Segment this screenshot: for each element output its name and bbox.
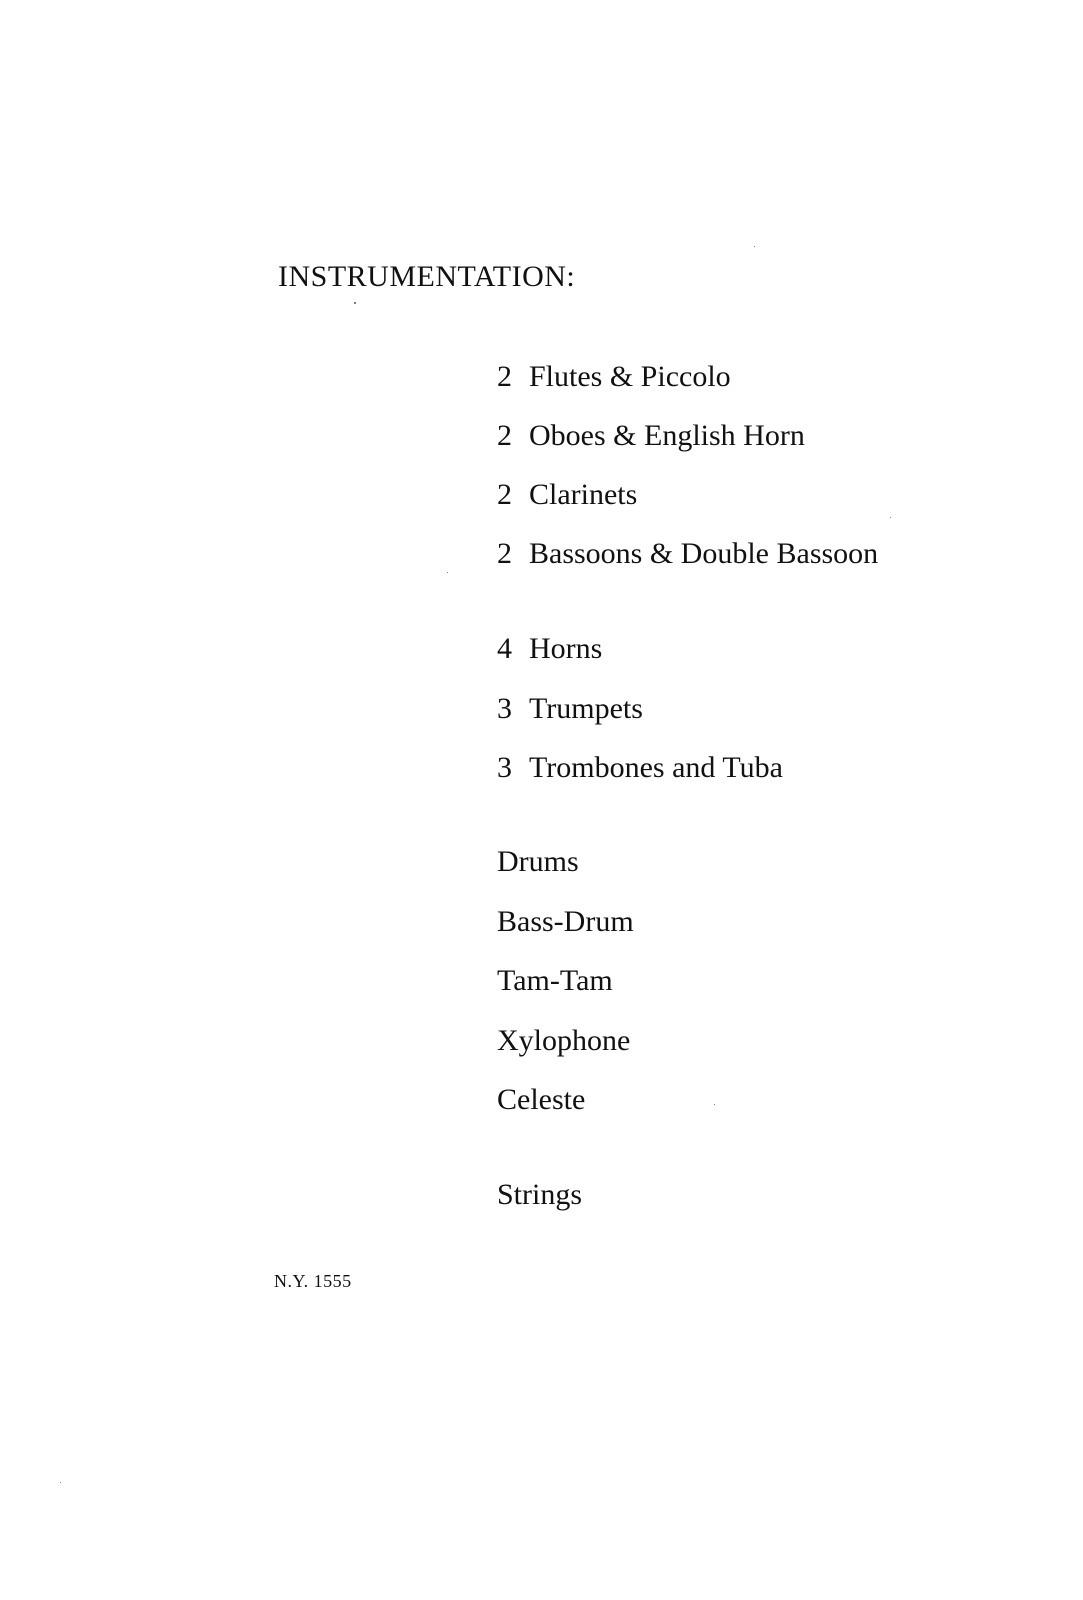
instrument-count: 3 <box>497 692 512 725</box>
percussion-item: Xylophone <box>497 1024 631 1057</box>
woodwind-item <box>497 539 878 569</box>
instrument-count: 4 <box>497 632 512 665</box>
instrument-count: 3 <box>497 751 512 784</box>
woodwind-item <box>497 421 805 451</box>
instrument-name: Flutes & Piccolo <box>529 360 731 393</box>
percussion-item: Tam-Tam <box>497 964 613 997</box>
brass-item <box>497 694 643 724</box>
instrument-count: 2 <box>497 360 512 393</box>
strings-item: Strings <box>497 1178 583 1211</box>
woodwind-item <box>497 362 731 392</box>
scan-speck <box>890 517 891 518</box>
scan-speck <box>754 246 755 247</box>
scan-speck <box>714 1104 715 1105</box>
percussion-item: Drums <box>497 845 579 878</box>
instrument-count: 2 <box>497 537 512 570</box>
plate-number: N.Y. 1555 <box>274 1271 352 1291</box>
brass-item <box>497 753 783 783</box>
percussion-item: Bass-Drum <box>497 905 634 938</box>
instrument-count: 2 <box>497 478 512 511</box>
percussion-item: Celeste <box>497 1083 586 1116</box>
scan-speck <box>354 302 356 304</box>
instrument-name: Trombones and Tuba <box>529 751 783 784</box>
instrument-count: 2 <box>497 419 512 452</box>
instrument-name: Clarinets <box>529 478 638 511</box>
scan-speck <box>447 572 448 573</box>
instrument-name: Oboes & English Horn <box>529 419 805 452</box>
instrument-name: Trumpets <box>529 692 643 725</box>
instrument-name: Horns <box>529 632 603 665</box>
woodwind-item <box>497 480 637 510</box>
page-heading: INSTRUMENTATION: <box>278 260 576 293</box>
instrument-name: Bassoons & Double Bassoon <box>529 537 879 570</box>
scan-speck <box>60 1482 61 1483</box>
brass-item <box>497 634 602 664</box>
